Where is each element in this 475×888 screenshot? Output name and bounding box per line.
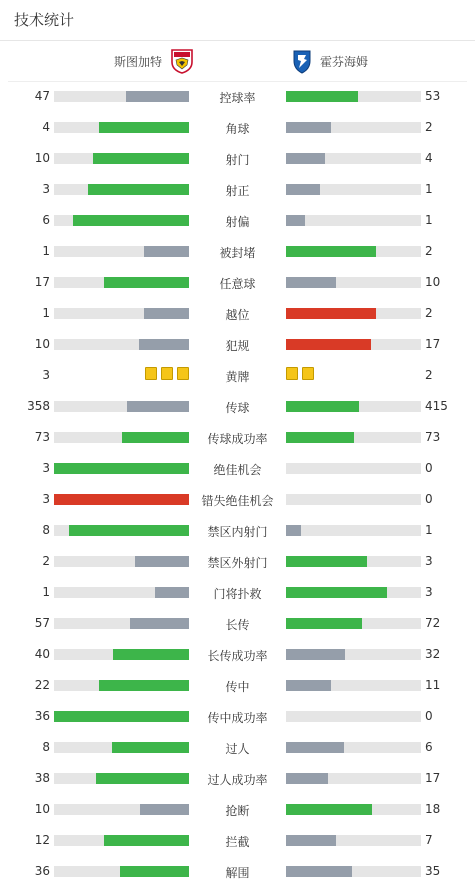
stat-label: 射正 xyxy=(225,184,250,198)
away-stat-bar xyxy=(286,680,421,691)
stat-row xyxy=(0,825,475,856)
home-stat-bar-fill xyxy=(135,556,189,567)
away-team[interactable] xyxy=(290,47,368,75)
away-stat-value: 53 xyxy=(425,89,441,103)
home-stat-bar-fill xyxy=(54,463,189,474)
stat-row xyxy=(0,732,475,763)
away-stat-bar xyxy=(286,463,421,474)
home-stat-bar xyxy=(54,525,189,536)
away-stat-bar-fill xyxy=(286,153,325,164)
home-stat-value: 6 xyxy=(42,213,50,227)
away-stat-bar-fill xyxy=(286,91,358,102)
stat-row xyxy=(0,174,475,205)
away-stat-value: 10 xyxy=(425,275,441,289)
away-stat-bar xyxy=(286,525,421,536)
home-stat-value: 10 xyxy=(34,337,50,351)
home-stat-bar-fill xyxy=(140,804,189,815)
stat-row xyxy=(0,856,475,887)
stat-label: 黄牌 xyxy=(225,370,250,384)
away-stat-bar xyxy=(286,494,421,505)
home-stat-bar xyxy=(54,866,189,877)
home-yellow-cards xyxy=(54,367,189,381)
stat-label: 抢断 xyxy=(225,804,250,818)
home-stat-value: 40 xyxy=(34,647,50,661)
stat-label: 错失绝佳机会 xyxy=(201,494,274,508)
away-stat-bar xyxy=(286,339,421,350)
home-stat-bar xyxy=(54,215,189,226)
home-stat-bar xyxy=(54,277,189,288)
home-stat-value: 2 xyxy=(42,554,50,568)
home-stat-value: 12 xyxy=(34,833,50,847)
away-stat-bar xyxy=(286,215,421,226)
stat-row xyxy=(0,608,475,639)
home-stat-bar-fill xyxy=(112,742,189,753)
away-stat-bar xyxy=(286,308,421,319)
away-stat-bar-fill xyxy=(286,742,344,753)
stat-label: 过人成功率 xyxy=(207,773,268,787)
stat-row xyxy=(0,484,475,515)
away-team-crest-icon xyxy=(290,48,314,74)
away-stat-bar-fill xyxy=(286,401,359,412)
home-stat-bar-fill xyxy=(120,866,189,877)
home-stat-value: 8 xyxy=(42,523,50,537)
away-stat-bar-fill xyxy=(286,618,362,629)
away-stat-bar-fill xyxy=(286,680,331,691)
away-stat-bar xyxy=(286,618,421,629)
yellow-card-icon xyxy=(286,367,298,380)
stat-label: 禁区内射门 xyxy=(207,525,268,539)
away-stat-bar-fill xyxy=(286,587,387,598)
away-stat-bar-fill xyxy=(286,649,345,660)
away-stat-value: 2 xyxy=(425,306,433,320)
home-stat-bar-fill xyxy=(99,122,189,133)
away-stat-value: 0 xyxy=(425,492,433,506)
stat-label: 传球 xyxy=(225,401,250,415)
away-stat-bar-fill xyxy=(286,432,354,443)
stat-row xyxy=(0,267,475,298)
away-stat-bar-fill xyxy=(286,525,301,536)
away-stat-bar-fill xyxy=(286,835,336,846)
home-stat-bar-fill xyxy=(104,277,189,288)
away-stat-bar xyxy=(286,556,421,567)
away-stat-bar-fill xyxy=(286,122,331,133)
home-stat-bar xyxy=(54,339,189,350)
stat-row xyxy=(0,639,475,670)
away-stat-value: 1 xyxy=(425,182,433,196)
stat-label: 射门 xyxy=(225,153,250,167)
away-stat-bar xyxy=(286,122,421,133)
away-team-name: 霍芬海姆 xyxy=(320,54,369,69)
away-stat-value: 0 xyxy=(425,461,433,475)
stat-row xyxy=(0,422,475,453)
away-stat-value: 18 xyxy=(425,802,441,816)
away-stat-bar-fill xyxy=(286,308,376,319)
away-stat-value: 2 xyxy=(425,120,433,134)
home-stat-bar xyxy=(54,246,189,257)
home-stat-bar xyxy=(54,184,189,195)
home-stat-bar-fill xyxy=(139,339,189,350)
home-stat-bar-fill xyxy=(126,91,189,102)
home-stat-bar xyxy=(54,153,189,164)
home-stat-bar xyxy=(54,773,189,784)
home-stat-value: 3 xyxy=(42,492,50,506)
stat-row xyxy=(0,329,475,360)
away-stat-value: 2 xyxy=(425,368,433,382)
home-stat-value: 4 xyxy=(42,120,50,134)
home-stat-value: 38 xyxy=(34,771,50,785)
home-stat-bar xyxy=(54,494,189,505)
home-stat-bar xyxy=(54,742,189,753)
away-stat-bar-fill xyxy=(286,556,367,567)
away-stat-bar xyxy=(286,835,421,846)
home-stat-bar-fill xyxy=(155,587,189,598)
home-stat-value: 57 xyxy=(34,616,50,630)
away-stat-bar-fill xyxy=(286,339,371,350)
away-stat-bar xyxy=(286,742,421,753)
away-stat-value: 415 xyxy=(425,399,448,413)
away-stat-bar xyxy=(286,804,421,815)
page-title: 技术统计 xyxy=(14,11,75,29)
away-stat-value: 1 xyxy=(425,213,433,227)
away-stat-value: 4 xyxy=(425,151,433,165)
stat-row xyxy=(0,360,475,391)
stat-row xyxy=(0,670,475,701)
home-stat-value: 1 xyxy=(42,244,50,258)
home-team-name: 斯图加特 xyxy=(114,54,163,69)
home-stat-bar-fill xyxy=(54,711,189,722)
home-stat-bar xyxy=(54,649,189,660)
away-stat-bar xyxy=(286,401,421,412)
home-stat-value: 73 xyxy=(34,430,50,444)
home-stat-value: 17 xyxy=(34,275,50,289)
yellow-card-icon xyxy=(302,367,314,380)
home-stat-bar-fill xyxy=(73,215,189,226)
away-stat-bar-fill xyxy=(286,184,320,195)
away-stat-value: 3 xyxy=(425,585,433,599)
away-stat-value: 17 xyxy=(425,771,441,785)
away-stat-value: 72 xyxy=(425,616,441,630)
away-stat-bar-fill xyxy=(286,866,352,877)
away-stat-value: 35 xyxy=(425,864,441,878)
stat-row xyxy=(0,577,475,608)
home-stat-bar-fill xyxy=(144,246,189,257)
stat-row xyxy=(0,453,475,484)
stat-label: 任意球 xyxy=(219,277,256,291)
home-stat-value: 3 xyxy=(42,368,50,382)
stat-label: 门将扑救 xyxy=(213,587,262,601)
stat-row xyxy=(0,546,475,577)
stat-label: 犯规 xyxy=(225,339,250,353)
home-stat-bar xyxy=(54,680,189,691)
home-stat-value: 36 xyxy=(34,864,50,878)
away-stat-bar-fill xyxy=(286,215,305,226)
away-stat-bar xyxy=(286,773,421,784)
home-stat-bar-fill xyxy=(113,649,189,660)
stat-label: 传球成功率 xyxy=(207,432,268,446)
away-stat-bar-fill xyxy=(286,773,328,784)
home-stat-bar xyxy=(54,711,189,722)
home-stat-bar-fill xyxy=(54,494,189,505)
away-stat-value: 32 xyxy=(425,647,441,661)
home-stat-bar-fill xyxy=(96,773,189,784)
header-divider xyxy=(0,40,475,41)
home-stat-value: 1 xyxy=(42,585,50,599)
home-stat-value: 10 xyxy=(34,151,50,165)
home-stat-bar xyxy=(54,587,189,598)
away-stat-value: 11 xyxy=(425,678,441,692)
home-stat-bar xyxy=(54,401,189,412)
away-stat-bar xyxy=(286,649,421,660)
away-stat-value: 6 xyxy=(425,740,433,754)
stat-row xyxy=(0,236,475,267)
away-stat-value: 3 xyxy=(425,554,433,568)
away-stat-bar xyxy=(286,246,421,257)
away-stat-value: 0 xyxy=(425,709,433,723)
stat-label: 越位 xyxy=(225,308,250,322)
yellow-card-icon xyxy=(161,367,173,380)
stat-label: 长传 xyxy=(225,618,250,632)
home-stat-bar xyxy=(54,556,189,567)
yellow-card-icon xyxy=(177,367,189,380)
home-stat-bar-fill xyxy=(127,401,189,412)
stat-label: 过人 xyxy=(225,742,250,756)
home-stat-bar xyxy=(54,122,189,133)
home-stat-bar-fill xyxy=(130,618,189,629)
home-stat-bar-fill xyxy=(69,525,189,536)
away-stat-value: 17 xyxy=(425,337,441,351)
stat-row xyxy=(0,81,475,112)
away-stat-bar xyxy=(286,432,421,443)
home-stat-value: 1 xyxy=(42,306,50,320)
stat-label: 被封堵 xyxy=(219,246,256,260)
stat-row xyxy=(0,794,475,825)
home-stat-bar xyxy=(54,618,189,629)
stat-row xyxy=(0,763,475,794)
stat-row xyxy=(0,112,475,143)
home-stat-bar xyxy=(54,835,189,846)
home-stat-value: 22 xyxy=(34,678,50,692)
stats-list xyxy=(0,81,475,887)
stat-row xyxy=(0,701,475,732)
home-stat-bar xyxy=(54,91,189,102)
home-stat-value: 3 xyxy=(42,461,50,475)
home-team[interactable] xyxy=(114,47,194,75)
home-stat-value: 358 xyxy=(27,399,50,413)
home-stat-value: 36 xyxy=(34,709,50,723)
away-stat-value: 73 xyxy=(425,430,441,444)
home-stat-bar xyxy=(54,308,189,319)
home-stat-bar-fill xyxy=(99,680,189,691)
stat-label: 长传成功率 xyxy=(207,649,268,663)
away-yellow-cards xyxy=(286,367,314,381)
stat-row xyxy=(0,298,475,329)
stat-label: 禁区外射门 xyxy=(207,556,268,570)
away-stat-bar xyxy=(286,153,421,164)
away-stat-bar-fill xyxy=(286,246,376,257)
stat-label: 解围 xyxy=(225,866,250,880)
yellow-card-icon xyxy=(145,367,157,380)
away-stat-bar xyxy=(286,711,421,722)
home-stat-bar-fill xyxy=(144,308,189,319)
home-stat-value: 8 xyxy=(42,740,50,754)
stat-label: 传中成功率 xyxy=(207,711,268,725)
home-stat-bar-fill xyxy=(122,432,190,443)
home-team-crest-icon xyxy=(170,48,194,74)
stat-label: 拦截 xyxy=(225,835,250,849)
home-stat-value: 47 xyxy=(34,89,50,103)
home-stat-bar xyxy=(54,463,189,474)
home-stat-value: 10 xyxy=(34,802,50,816)
away-stat-bar xyxy=(286,866,421,877)
stat-row xyxy=(0,205,475,236)
away-stat-bar xyxy=(286,587,421,598)
stat-label: 控球率 xyxy=(219,91,256,105)
stat-row xyxy=(0,515,475,546)
home-stat-bar-fill xyxy=(88,184,189,195)
stat-row xyxy=(0,143,475,174)
stat-label: 传中 xyxy=(225,680,250,694)
away-stat-bar xyxy=(286,184,421,195)
away-stat-value: 7 xyxy=(425,833,433,847)
home-stat-bar-fill xyxy=(93,153,189,164)
stat-label: 绝佳机会 xyxy=(213,463,262,477)
away-stat-value: 2 xyxy=(425,244,433,258)
away-stat-bar-fill xyxy=(286,804,372,815)
stat-row xyxy=(0,391,475,422)
stat-label: 射偏 xyxy=(225,215,250,229)
away-stat-bar-fill xyxy=(286,277,336,288)
home-stat-value: 3 xyxy=(42,182,50,196)
away-stat-bar xyxy=(286,277,421,288)
away-stat-bar xyxy=(286,91,421,102)
stat-label: 角球 xyxy=(225,122,250,136)
home-stat-bar xyxy=(54,432,189,443)
home-stat-bar xyxy=(54,804,189,815)
away-stat-value: 1 xyxy=(425,523,433,537)
home-stat-bar-fill xyxy=(104,835,189,846)
